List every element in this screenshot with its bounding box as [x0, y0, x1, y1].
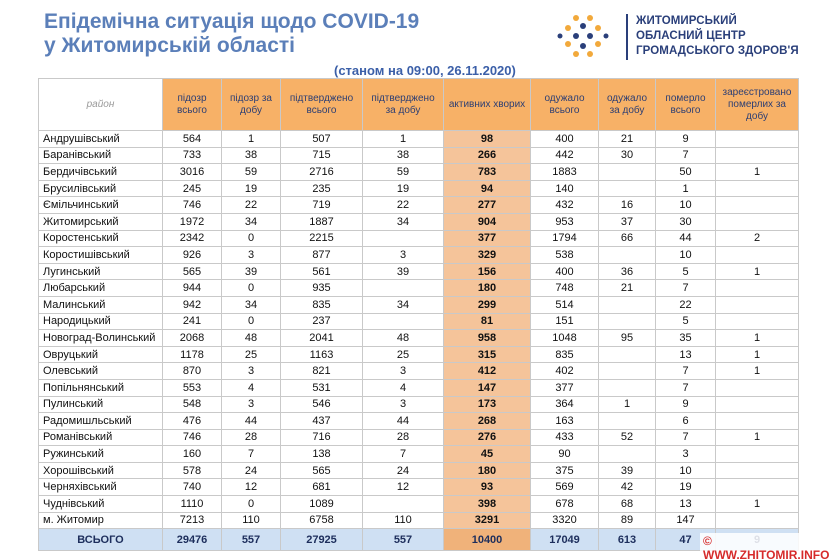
table-cell: 4 — [222, 379, 281, 396]
table-cell: 89 — [599, 512, 656, 529]
table-cell: 377 — [444, 230, 531, 247]
table-cell: 36 — [599, 263, 656, 280]
table-cell: 21 — [599, 280, 656, 297]
organization-name — [636, 14, 799, 59]
table-cell: 1 — [363, 131, 444, 148]
table-cell — [599, 164, 656, 181]
table-cell: 716 — [281, 429, 363, 446]
report-date: (станом на 09:00, 26.11.2020) — [334, 63, 516, 78]
table-cell — [363, 280, 444, 297]
table-cell: 160 — [163, 446, 222, 463]
table-cell: 2068 — [163, 330, 222, 347]
table-cell: 400 — [531, 131, 599, 148]
table-cell: 52 — [599, 429, 656, 446]
table-cell: 5 — [656, 313, 716, 330]
table-cell — [716, 180, 799, 197]
district-name-cell: Баранівський — [39, 147, 163, 164]
table-cell: 180 — [444, 462, 531, 479]
table-cell: 12 — [363, 479, 444, 496]
table-cell: 1 — [716, 263, 799, 280]
org-name-line-2: ОБЛАСНИЙ ЦЕНТР — [636, 30, 746, 42]
table-cell: 140 — [531, 180, 599, 197]
table-cell: 37 — [599, 213, 656, 230]
table-cell — [716, 446, 799, 463]
organization-logo — [556, 10, 826, 64]
table-cell: 1089 — [281, 496, 363, 513]
table-cell: 715 — [281, 147, 363, 164]
covid-table — [38, 78, 799, 551]
table-cell: 507 — [281, 131, 363, 148]
table-cell: 548 — [163, 396, 222, 413]
table-cell: 7 — [656, 280, 716, 297]
table-cell: 93 — [444, 479, 531, 496]
table-cell: 44 — [222, 413, 281, 430]
table-cell: 364 — [531, 396, 599, 413]
totals-cell: 27925 — [281, 529, 363, 551]
table-cell: 10 — [656, 247, 716, 264]
column-header: зареєстровано померлих за добу — [716, 79, 799, 131]
table-cell: 432 — [531, 197, 599, 214]
table-cell: 953 — [531, 213, 599, 230]
table-cell: 24 — [222, 462, 281, 479]
table-cell: 24 — [363, 462, 444, 479]
table-cell: 2215 — [281, 230, 363, 247]
table-cell: 48 — [222, 330, 281, 347]
district-name-cell: Народицький — [39, 313, 163, 330]
table-cell: 6758 — [281, 512, 363, 529]
column-header: померло всього — [656, 79, 716, 131]
table-cell: 22 — [363, 197, 444, 214]
table-cell: 561 — [281, 263, 363, 280]
table-cell: 7213 — [163, 512, 222, 529]
table-cell: 944 — [163, 280, 222, 297]
table-cell: 835 — [531, 346, 599, 363]
table-cell: 10 — [656, 462, 716, 479]
table-cell: 299 — [444, 296, 531, 313]
table-cell: 156 — [444, 263, 531, 280]
table-cell: 7 — [363, 446, 444, 463]
column-header: активних хворих — [444, 79, 531, 131]
column-header: одужало всього — [531, 79, 599, 131]
district-name-cell: Коростишівський — [39, 247, 163, 264]
table-cell: 0 — [222, 280, 281, 297]
table-cell — [716, 213, 799, 230]
district-name-cell: Житомирський — [39, 213, 163, 230]
table-cell: 34 — [222, 213, 281, 230]
table-cell: 25 — [222, 346, 281, 363]
table-cell: 748 — [531, 280, 599, 297]
table-cell: 241 — [163, 313, 222, 330]
table-cell: 375 — [531, 462, 599, 479]
table-cell: 740 — [163, 479, 222, 496]
district-name-cell: Романівський — [39, 429, 163, 446]
table-cell — [716, 379, 799, 396]
table-cell: 4 — [363, 379, 444, 396]
table-cell: 1 — [716, 363, 799, 380]
org-name-line-1: ЖИТОМИРСЬКИЙ — [636, 15, 737, 27]
district-name-cell: Любарський — [39, 280, 163, 297]
table-cell: 25 — [363, 346, 444, 363]
district-name-cell: Пулинський — [39, 396, 163, 413]
table-cell: 235 — [281, 180, 363, 197]
table-cell — [599, 180, 656, 197]
table-cell: 546 — [281, 396, 363, 413]
table-cell: 1887 — [281, 213, 363, 230]
table-cell: 402 — [531, 363, 599, 380]
table-cell — [716, 131, 799, 148]
table-cell: 98 — [444, 131, 531, 148]
table-cell: 13 — [656, 346, 716, 363]
table-cell: 66 — [599, 230, 656, 247]
table-cell: 12 — [222, 479, 281, 496]
table-row — [39, 446, 799, 463]
table-cell: 81 — [444, 313, 531, 330]
table-row — [39, 164, 799, 181]
table-row — [39, 296, 799, 313]
table-cell: 678 — [531, 496, 599, 513]
table-cell: 277 — [444, 197, 531, 214]
table-cell: 5 — [656, 263, 716, 280]
table-cell: 0 — [222, 313, 281, 330]
column-header: підтверджено всього — [281, 79, 363, 131]
district-name-cell: Лугинський — [39, 263, 163, 280]
table-cell: 514 — [531, 296, 599, 313]
table-cell: 1883 — [531, 164, 599, 181]
table-row — [39, 263, 799, 280]
table-cell: 821 — [281, 363, 363, 380]
table-cell: 3320 — [531, 512, 599, 529]
table-row — [39, 280, 799, 297]
table-cell: 3 — [363, 363, 444, 380]
table-cell — [716, 247, 799, 264]
table-cell: 733 — [163, 147, 222, 164]
table-cell: 3 — [222, 363, 281, 380]
table-cell: 0 — [222, 230, 281, 247]
table-cell: 39 — [599, 462, 656, 479]
table-cell — [716, 313, 799, 330]
table-cell: 412 — [444, 363, 531, 380]
table-row — [39, 396, 799, 413]
table-row — [39, 131, 799, 148]
table-cell: 110 — [363, 512, 444, 529]
table-cell: 3 — [363, 247, 444, 264]
totals-row — [39, 529, 799, 551]
table-cell: 3 — [222, 396, 281, 413]
table-cell: 38 — [363, 147, 444, 164]
table-cell: 34 — [363, 296, 444, 313]
district-name-cell: Новоград-Волинський — [39, 330, 163, 347]
table-cell: 958 — [444, 330, 531, 347]
table-cell: 315 — [444, 346, 531, 363]
district-name-cell: Черняхівський — [39, 479, 163, 496]
table-cell: 565 — [163, 263, 222, 280]
table-cell: 19 — [363, 180, 444, 197]
table-row — [39, 230, 799, 247]
table-cell: 377 — [531, 379, 599, 396]
table-cell: 942 — [163, 296, 222, 313]
totals-cell: 557 — [222, 529, 281, 551]
table-cell: 1178 — [163, 346, 222, 363]
table-cell — [716, 479, 799, 496]
column-header: підтверджено за добу — [363, 79, 444, 131]
table-cell: 173 — [444, 396, 531, 413]
district-name-cell: м. Житомир — [39, 512, 163, 529]
title-line-2: у Житомирській області — [44, 34, 296, 57]
table-cell: 1 — [716, 330, 799, 347]
district-name-cell: Олевський — [39, 363, 163, 380]
district-name-cell: Чуднівський — [39, 496, 163, 513]
table-cell: 276 — [444, 429, 531, 446]
totals-cell: 17049 — [531, 529, 599, 551]
table-cell — [716, 280, 799, 297]
table-row — [39, 313, 799, 330]
table-cell: 110 — [222, 512, 281, 529]
table-cell: 42 — [599, 479, 656, 496]
district-name-cell: Бердичівський — [39, 164, 163, 181]
table-cell: 45 — [444, 446, 531, 463]
table-cell: 565 — [281, 462, 363, 479]
column-header: одужало за добу — [599, 79, 656, 131]
table-cell: 681 — [281, 479, 363, 496]
totals-cell: 29476 — [163, 529, 222, 551]
table-row — [39, 213, 799, 230]
table-cell: 7 — [656, 363, 716, 380]
totals-cell: 10400 — [444, 529, 531, 551]
table-cell — [599, 379, 656, 396]
table-header-row — [39, 79, 799, 131]
table-cell: 13 — [656, 496, 716, 513]
district-name-cell: Овруцький — [39, 346, 163, 363]
table-cell: 28 — [363, 429, 444, 446]
table-row — [39, 512, 799, 529]
table-cell: 44 — [656, 230, 716, 247]
column-header: підозр всього — [163, 79, 222, 131]
table-cell: 553 — [163, 379, 222, 396]
table-row — [39, 462, 799, 479]
table-cell: 39 — [222, 263, 281, 280]
table-cell: 16 — [599, 197, 656, 214]
table-cell: 538 — [531, 247, 599, 264]
table-cell: 719 — [281, 197, 363, 214]
table-cell: 2342 — [163, 230, 222, 247]
table-cell: 59 — [222, 164, 281, 181]
table-cell: 835 — [281, 296, 363, 313]
table-cell: 21 — [599, 131, 656, 148]
table-cell: 68 — [599, 496, 656, 513]
table-cell: 1 — [716, 496, 799, 513]
table-cell — [716, 147, 799, 164]
table-cell — [716, 296, 799, 313]
table-cell: 44 — [363, 413, 444, 430]
table-cell: 578 — [163, 462, 222, 479]
column-header: район — [39, 79, 163, 131]
column-header: підозр за добу — [222, 79, 281, 131]
table-cell: 3 — [363, 396, 444, 413]
table-cell: 38 — [222, 147, 281, 164]
table-cell — [599, 446, 656, 463]
table-row — [39, 346, 799, 363]
table-cell: 935 — [281, 280, 363, 297]
table-cell: 926 — [163, 247, 222, 264]
table-cell: 90 — [531, 446, 599, 463]
table-cell: 1163 — [281, 346, 363, 363]
table-cell: 163 — [531, 413, 599, 430]
table-cell: 870 — [163, 363, 222, 380]
table-cell: 1972 — [163, 213, 222, 230]
table-cell: 904 — [444, 213, 531, 230]
table-cell: 2041 — [281, 330, 363, 347]
table-cell: 94 — [444, 180, 531, 197]
table-cell: 877 — [281, 247, 363, 264]
table-cell: 1 — [716, 429, 799, 446]
table-cell: 22 — [656, 296, 716, 313]
table-cell: 30 — [656, 213, 716, 230]
table-cell: 6 — [656, 413, 716, 430]
table-cell: 245 — [163, 180, 222, 197]
page-title — [44, 10, 419, 58]
table-cell: 7 — [222, 446, 281, 463]
district-name-cell: Хорошівський — [39, 462, 163, 479]
table-cell — [599, 363, 656, 380]
totals-cell: ВСЬОГО — [39, 529, 163, 551]
totals-cell: 557 — [363, 529, 444, 551]
logo-separator — [626, 14, 628, 60]
table-cell: 59 — [363, 164, 444, 181]
table-cell — [716, 197, 799, 214]
table-cell: 2716 — [281, 164, 363, 181]
table-cell: 1794 — [531, 230, 599, 247]
table-cell — [716, 512, 799, 529]
table-cell: 1 — [656, 180, 716, 197]
table-cell: 28 — [222, 429, 281, 446]
table-cell: 3 — [222, 247, 281, 264]
district-name-cell: Радомишльський — [39, 413, 163, 430]
table-cell: 268 — [444, 413, 531, 430]
table-cell — [599, 346, 656, 363]
table-cell: 1 — [599, 396, 656, 413]
table-cell: 35 — [656, 330, 716, 347]
table-cell: 237 — [281, 313, 363, 330]
table-cell: 10 — [656, 197, 716, 214]
watermark: © WWW.ZHITOMIR.INFO — [700, 533, 840, 560]
table-cell: 180 — [444, 280, 531, 297]
table-row — [39, 363, 799, 380]
district-name-cell: Попільнянський — [39, 379, 163, 396]
table-cell: 7 — [656, 379, 716, 396]
table-cell: 442 — [531, 147, 599, 164]
table-row — [39, 147, 799, 164]
district-name-cell: Ружинський — [39, 446, 163, 463]
table-cell: 151 — [531, 313, 599, 330]
table-cell: 9 — [656, 396, 716, 413]
table-cell: 1110 — [163, 496, 222, 513]
table-cell: 7 — [656, 147, 716, 164]
table-row — [39, 429, 799, 446]
table-row — [39, 479, 799, 496]
table-cell: 1 — [716, 164, 799, 181]
table-cell: 147 — [656, 512, 716, 529]
table-cell — [363, 496, 444, 513]
table-cell — [363, 313, 444, 330]
table-cell: 19 — [222, 180, 281, 197]
table-cell: 329 — [444, 247, 531, 264]
table-cell — [599, 313, 656, 330]
table-cell: 266 — [444, 147, 531, 164]
table-body — [39, 131, 799, 529]
table-cell: 9 — [656, 131, 716, 148]
table-cell: 50 — [656, 164, 716, 181]
table-cell — [599, 296, 656, 313]
table-cell: 476 — [163, 413, 222, 430]
table-cell: 0 — [222, 496, 281, 513]
table-cell — [716, 413, 799, 430]
table-cell: 22 — [222, 197, 281, 214]
table-row — [39, 496, 799, 513]
table-cell: 30 — [599, 147, 656, 164]
table-row — [39, 413, 799, 430]
title-line-1: Епідемічна ситуація щодо COVID-19 — [44, 10, 420, 33]
table-cell: 531 — [281, 379, 363, 396]
table-cell: 1 — [716, 346, 799, 363]
table-cell: 398 — [444, 496, 531, 513]
table-cell: 3291 — [444, 512, 531, 529]
table-cell: 34 — [363, 213, 444, 230]
table-cell — [599, 413, 656, 430]
table-cell: 1048 — [531, 330, 599, 347]
table-row — [39, 247, 799, 264]
table-cell: 400 — [531, 263, 599, 280]
district-name-cell: Малинський — [39, 296, 163, 313]
table-cell: 39 — [363, 263, 444, 280]
table-cell: 783 — [444, 164, 531, 181]
district-name-cell: Брусилівський — [39, 180, 163, 197]
table-cell: 433 — [531, 429, 599, 446]
table-cell: 48 — [363, 330, 444, 347]
table-cell: 147 — [444, 379, 531, 396]
table-cell: 7 — [656, 429, 716, 446]
district-name-cell: Ємільчинський — [39, 197, 163, 214]
totals-cell: 613 — [599, 529, 656, 551]
table-cell: 2 — [716, 230, 799, 247]
table-row — [39, 379, 799, 396]
table-row — [39, 180, 799, 197]
totals-cell: 47 — [656, 529, 716, 551]
table-cell: 138 — [281, 446, 363, 463]
logo-dots-icon — [556, 12, 616, 60]
table-cell — [363, 230, 444, 247]
table-cell: 95 — [599, 330, 656, 347]
table-cell — [716, 462, 799, 479]
table-cell — [716, 396, 799, 413]
table-cell: 3016 — [163, 164, 222, 181]
table-cell — [599, 247, 656, 264]
table-cell: 3 — [656, 446, 716, 463]
table-row — [39, 197, 799, 214]
district-name-cell: Андрушівський — [39, 131, 163, 148]
table-cell: 437 — [281, 413, 363, 430]
org-name-line-3: ГРОМАДСЬКОГО ЗДОРОВ'Я — [636, 45, 799, 57]
table-cell: 564 — [163, 131, 222, 148]
table-cell: 19 — [656, 479, 716, 496]
table-cell: 746 — [163, 197, 222, 214]
table-cell: 569 — [531, 479, 599, 496]
table-cell: 746 — [163, 429, 222, 446]
district-name-cell: Коростенський — [39, 230, 163, 247]
table-row — [39, 330, 799, 347]
table-cell: 34 — [222, 296, 281, 313]
table-cell: 1 — [222, 131, 281, 148]
